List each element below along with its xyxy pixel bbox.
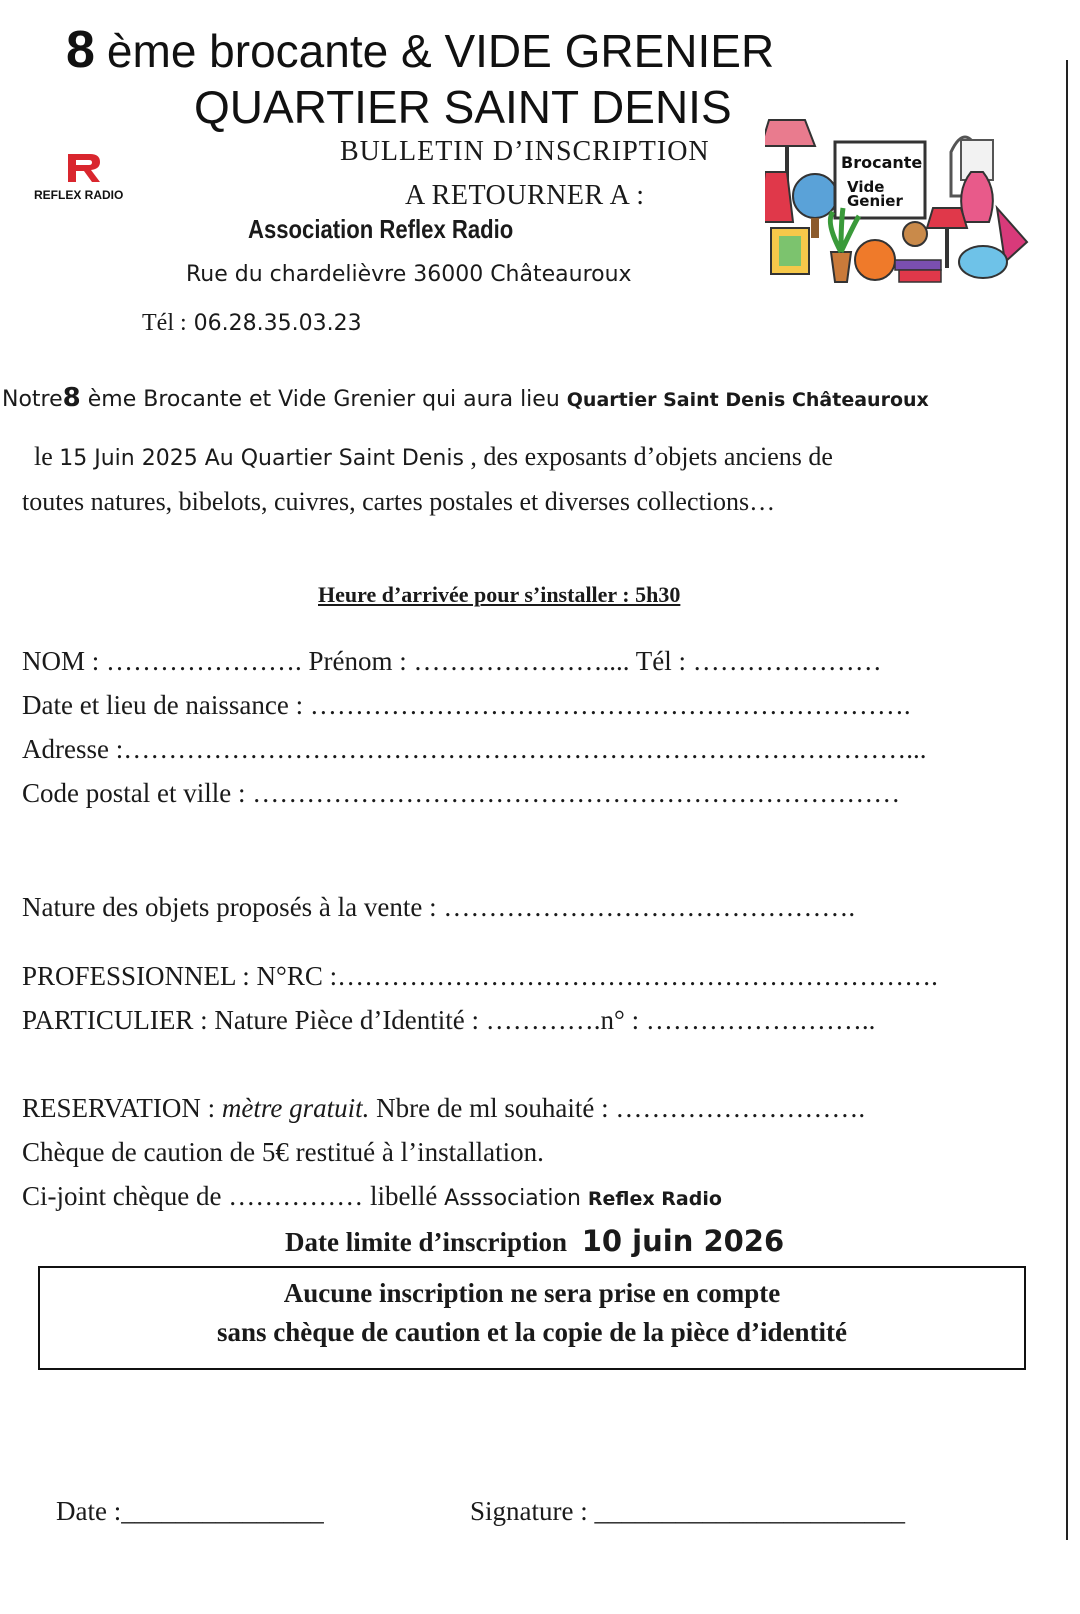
cheque-payee: Asssociation [444,1186,588,1211]
field-reservation[interactable] [22,1093,865,1124]
reservation-metres: Nbre de ml souhaité : ………………………. [369,1093,866,1123]
field-date-lieu-naissance[interactable]: Date et lieu de naissance : …………………………………………………………. [22,690,911,720]
illustration-label-genier: Genier [847,192,903,210]
event-date: 15 Juin 2025 Au Quartier Saint Denis [59,446,464,471]
flea-market-items-icon [765,112,1037,288]
deadline-label: Date limite d’inscription [285,1227,574,1257]
intro-text: Notre [2,387,63,412]
field-particulier[interactable]: PARTICULIER : Nature Pièce d’Identité : ………….n° : …………………….. [22,1005,876,1035]
signature-field[interactable]: Signature : _______________________ [470,1496,905,1526]
return-label: A RETOURNER A : [405,180,645,211]
intro-line-1 [2,383,929,413]
phone [142,310,362,337]
arrival-time: Heure d’arrivée pour s’installer : 5h30 [318,582,681,607]
deadline [285,1224,784,1258]
title-text: ème brocante & VIDE GRENIER [106,25,775,77]
phone-label: Tél : [142,310,187,336]
cheque-payee-name: Reflex Radio [587,1188,722,1210]
reflex-radio-logo [30,150,140,210]
notice-line-1: Aucune inscription ne sera prise en compte [283,1278,781,1308]
intro-line-2 [34,442,833,472]
intro-le: le [34,442,60,471]
date-field[interactable]: Date :_______________ [56,1496,324,1526]
page-subtitle: QUARTIER SAINT DENIS [194,81,732,133]
reflex-radio-r-icon [64,152,104,184]
association-name: Association Reflex Radio [248,214,514,244]
notice-line-2: sans chèque de caution et la copie de la pièce d’identité [217,1317,847,1347]
field-cheque[interactable] [22,1181,722,1212]
cheque-label: Ci-joint chèque de …………… libellé [22,1181,445,1211]
phone-value: 06.28.35.03.23 [186,311,362,336]
intro-edition-number: 8 [62,383,81,413]
deadline-date: 10 juin 2026 [581,1224,785,1258]
page-title [66,20,774,80]
logo-text: REFLEX RADIO [34,188,124,202]
deposit-text: Chèque de caution de 5€ restitué à l’installation. [22,1137,544,1167]
intro-exposants: , des exposants d’objets anciens de [463,442,833,471]
field-nom-prenom-tel[interactable]: NOM : …………………. Prénom : ………………….... Tél : ………………… [22,646,882,676]
reservation-free: mètre gratuit. [221,1093,370,1123]
address: Rue du chardelièvre 36000 Châteauroux [186,262,632,287]
form-heading: BULLETIN D’INSCRIPTION [340,136,710,167]
notice-box [38,1266,1026,1370]
page-edge-line [1066,60,1068,1540]
edition-number: 8 [66,21,95,79]
intro-text-2: ème Brocante et Vide Grenier qui aura lieu [80,387,567,412]
brocante-illustration [765,112,1037,288]
illustration-label-brocante: Brocante [841,153,923,172]
reservation-label: RESERVATION : [22,1093,222,1123]
field-code-postal-ville[interactable]: Code postal et ville : ……………………………………………………………… [22,778,901,808]
intro-line-3: toutes natures, bibelots, cuivres, cartes postales et diverses collections… [22,487,776,516]
field-nature-objets[interactable]: Nature des objets proposés à la vente : ………………………………………. [22,892,856,922]
intro-place: Quartier Saint Denis Châteauroux [566,389,929,411]
field-professionnel[interactable]: PROFESSIONNEL : N°RC :…………………………………………………………. [22,961,938,991]
field-adresse[interactable]: Adresse :……………………………………………………………………………... [22,734,927,764]
illustration-label-vide: Vide [847,178,885,196]
